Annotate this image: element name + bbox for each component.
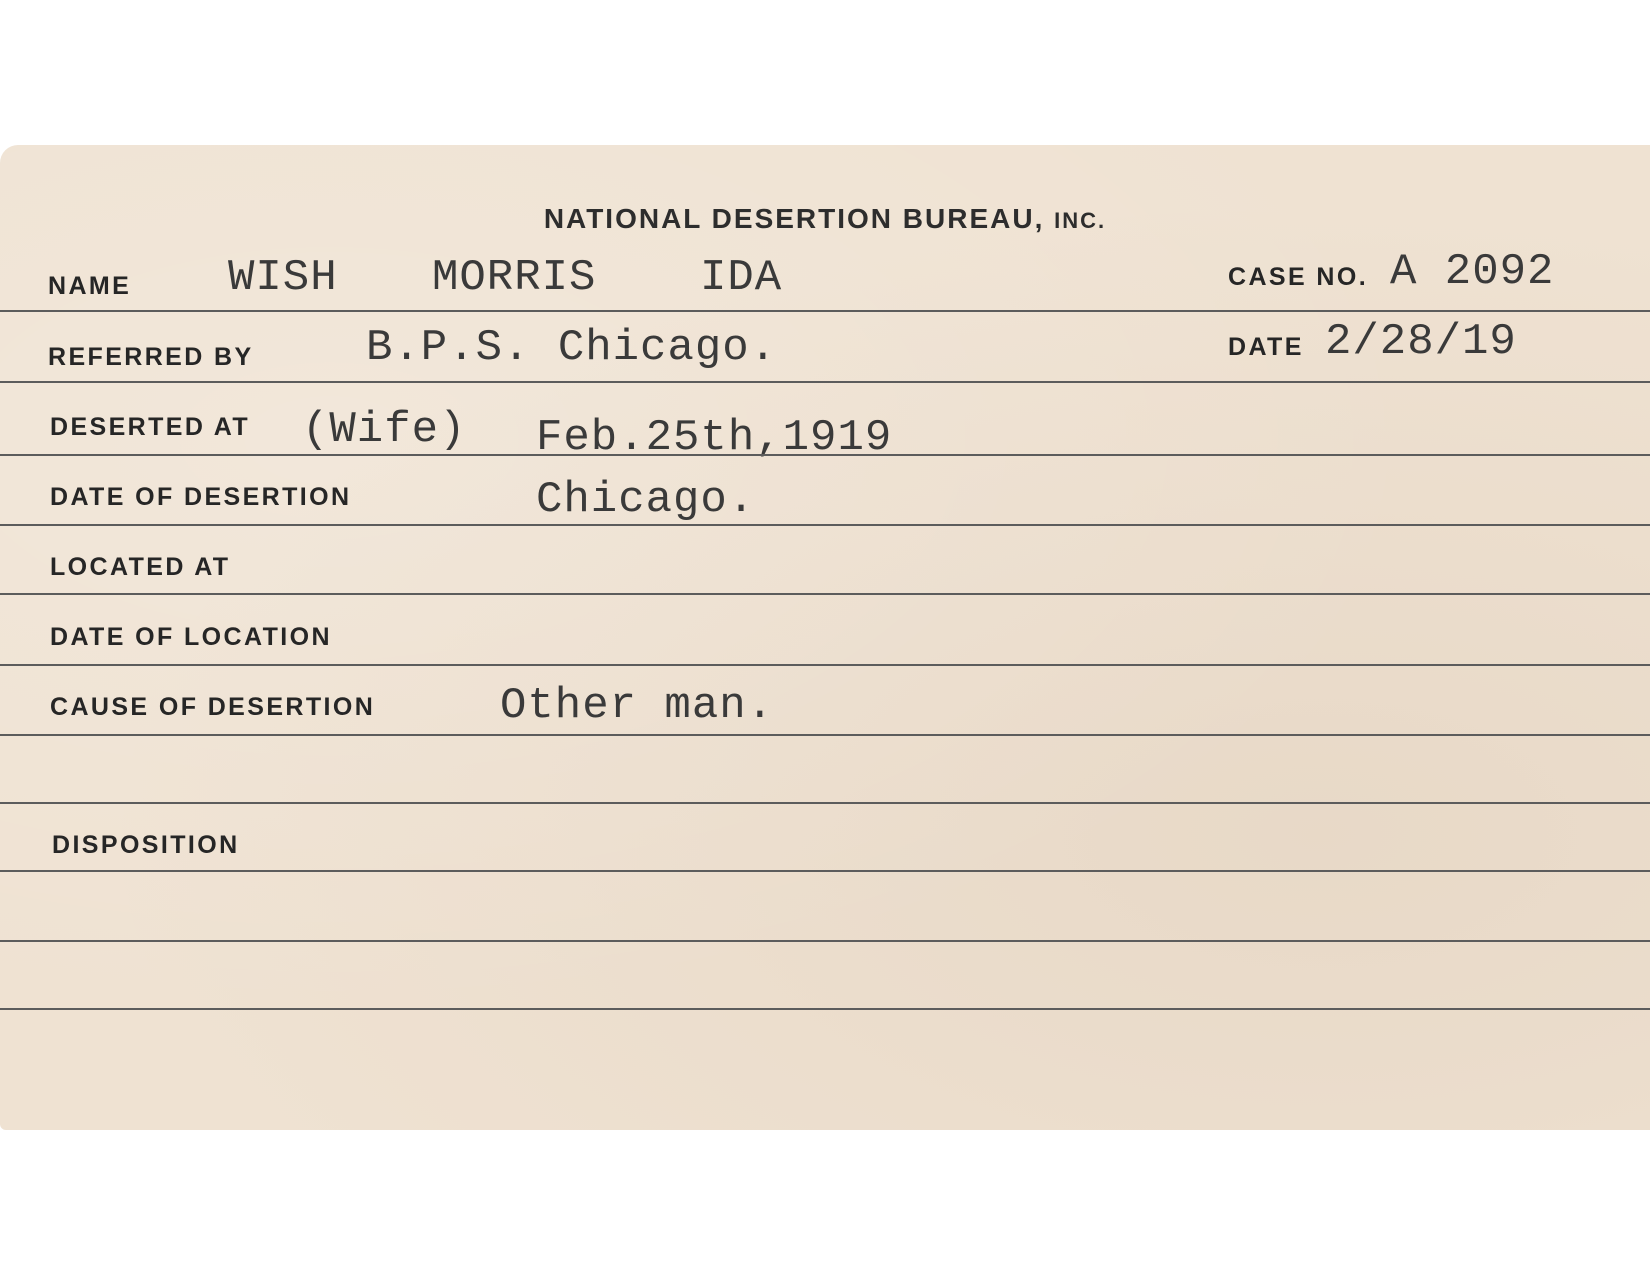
rule-blank [0,802,1650,804]
rule-name [0,310,1650,312]
rule-referred-by [0,381,1650,383]
label-case-no: CASE NO. [1228,263,1369,291]
index-card [0,145,1650,1130]
value-date: 2/28/19 [1325,317,1517,367]
value-name-surname: WISH [228,253,338,303]
value-name-first: MORRIS [432,253,597,303]
rule-deserted-at [0,454,1650,456]
rule-located-at [0,593,1650,595]
card-header [0,203,1650,235]
label-name: NAME [48,272,132,300]
label-date-of-desertion: DATE OF DESERTION [50,483,352,511]
value-deserted-place: Chicago. [536,475,756,525]
value-cause: Other man. [500,681,775,731]
label-cause-of-desertion: CAUSE OF DESERTION [50,693,376,721]
rule-date-of-desertion [0,524,1650,526]
label-disposition: DISPOSITION [52,831,240,859]
value-case-no: A 2092 [1390,247,1555,297]
label-deserted-at: DESERTED AT [50,413,251,441]
rule-cause-of-desertion [0,734,1650,736]
org-name: NATIONAL DESERTION BUREAU, [543,203,1045,234]
label-referred-by: REFERRED BY [48,343,254,371]
label-located-at: LOCATED AT [50,553,231,581]
label-date: DATE [1228,333,1304,361]
rule-disposition-3 [0,1008,1650,1010]
rule-disposition-2 [0,940,1650,942]
label-date-of-location: DATE OF LOCATION [50,623,332,651]
rule-date-of-location [0,664,1650,666]
rule-disposition [0,870,1650,872]
value-deserted-note: (Wife) [302,405,467,455]
value-referred-by: B.P.S. Chicago. [366,323,778,373]
value-deserted-date: Feb.25th,1919 [536,413,893,463]
org-suffix: INC. [1054,208,1107,233]
value-name-spouse: IDA [700,253,783,303]
